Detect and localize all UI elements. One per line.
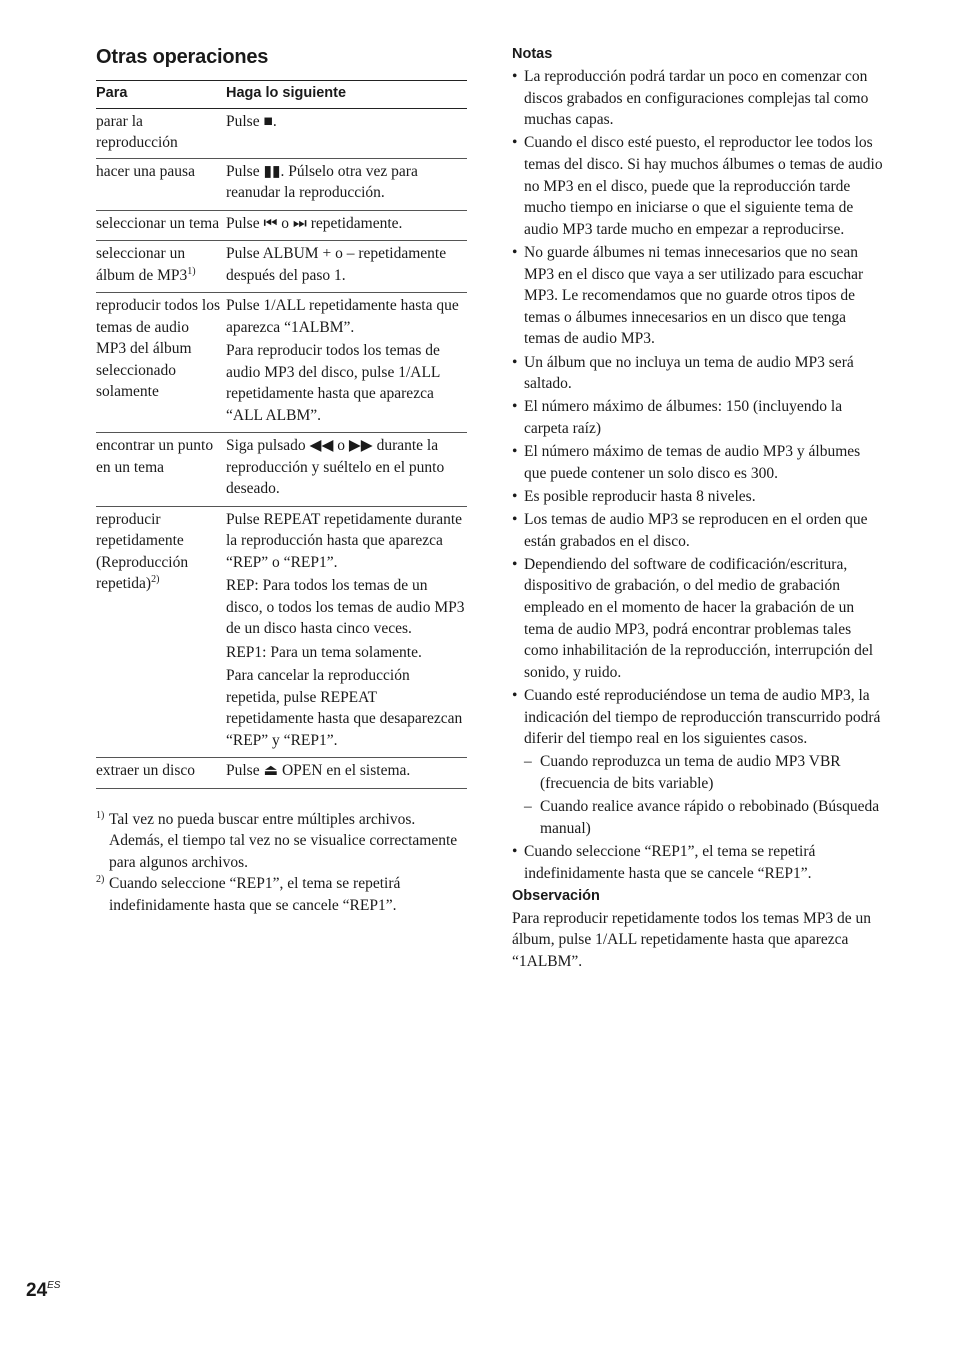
table-row [96, 158, 467, 210]
row-instruction: Para reproducir todos los temas de audio MP3 del disco, pulse 1/ALL repetidamente hasta que aparezca “ALL ALBM”. [226, 342, 440, 424]
page-language: ES [47, 1280, 61, 1291]
row-para: encontrar un punto en un tema [96, 433, 226, 507]
sublist-item: – Cuando realice avance rápido o rebobinado (Búsqueda manual) [524, 796, 884, 839]
table-row [96, 241, 467, 293]
list-item: • No guarde álbumes ni temas innecesarios que no sean MP3 en el disco que vaya a ser utilizado para escuchar MP3. Le recomendamos que no guarde otros tipos de temas o álbumes innecesarios en un disco que tenga temas de audio MP3. [512, 242, 884, 350]
right-column [512, 44, 884, 972]
row-para-text: reproducir repetidamente (Reproducción repetida) [96, 510, 189, 592]
list-item: • Los temas de audio MP3 se reproducen en el orden que están grabados en el disco. [512, 509, 884, 552]
row-instruction: Pulse ⏮ o ⏭ repetidamente. [226, 214, 403, 232]
row-instruction: REP1: Para un tema solamente. [226, 643, 422, 661]
table-row [96, 210, 467, 241]
footnotes [96, 809, 467, 917]
row-para: seleccionar un tema [96, 210, 226, 241]
observacion-title: Observación [512, 887, 600, 904]
table-row [96, 433, 467, 507]
footnote-mark: 2) [96, 874, 105, 885]
row-instruction: REP: Para todos los temas de un disco, o todos los temas de audio MP3 de un disco hasta cinco veces. [226, 577, 465, 637]
row-para: reproducir todos los temas de audio MP3 del álbum seleccionado solamente [96, 293, 226, 433]
row-instruction: Pulse ALBUM + o – repetidamente después del paso 1. [226, 245, 447, 284]
header-haga: Haga lo siguiente [226, 81, 467, 109]
list-item: • La reproducción podrá tardar un poco en comenzar con discos grabados en configuraciones complejas tal como muchas capas. [512, 66, 884, 131]
observacion-text: Para reproducir repetidamente todos los temas MP3 de un álbum, pulse 1/ALL repetidamente hasta que aparezca “1ALBM”. [512, 909, 871, 970]
row-instruction: Pulse ▮▮. Púlselo otra vez para reanudar la reproducción. [226, 162, 418, 201]
row-para-text: seleccionar un álbum de MP3 [96, 245, 188, 284]
row-haga [226, 293, 467, 433]
list-item-text: Cuando esté reproduciéndose un tema de audio MP3, la indicación del tiempo de reproducción transcurrido podrá diferir del tiempo real en los siguientes casos. [524, 686, 881, 748]
header-para: Para [96, 81, 226, 109]
left-column [96, 44, 467, 916]
footnote-ref: 2) [151, 574, 160, 585]
list-item: • El número máximo de álbumes: 150 (incluyendo la carpeta raíz) [512, 396, 884, 439]
row-haga [226, 210, 467, 241]
footnote-text: Cuando seleccione “REP1”, el tema se repetirá indefinidamente hasta que se cancele “REP1”. [109, 875, 401, 914]
footnote-text: Tal vez no pueda buscar entre múltiples archivos. Además, el tiempo tal vez no se visualice correctamente para algunos archivos. [109, 810, 458, 871]
footnote [96, 809, 467, 874]
sublist-item: – Cuando reproduzca un tema de audio MP3 VBR (frecuencia de bits variable) [524, 751, 884, 794]
list-item: • Es posible reproducir hasta 8 niveles. [512, 486, 884, 508]
row-instruction: Pulse ⏏ OPEN en el sistema. [226, 762, 411, 779]
operations-table [96, 80, 467, 789]
row-para: hacer una pausa [96, 158, 226, 210]
section-title: Otras operaciones [96, 46, 269, 68]
notas-title: Notas [512, 46, 553, 62]
page-number-value: 24 [26, 1280, 48, 1301]
row-haga [226, 758, 467, 789]
footnote-ref: 1) [187, 265, 196, 277]
row-para [96, 506, 226, 758]
row-haga [226, 506, 467, 758]
notas-sublist [524, 751, 884, 839]
list-item: • El número máximo de temas de audio MP3 y álbumes que puede contener un solo disco es 300. [512, 441, 884, 484]
page-number [26, 1280, 60, 1302]
row-instruction: Pulse 1/ALL repetidamente hasta que aparezca “1ALBM”. [226, 297, 459, 336]
row-instruction: Pulse REPEAT repetidamente durante la reproducción hasta que aparezca “REP” o “REP1”. [226, 510, 463, 571]
table-row [96, 293, 467, 433]
list-item [512, 685, 884, 839]
row-haga [226, 241, 467, 293]
row-para: parar la reproducción [96, 108, 226, 158]
list-item: • Cuando el disco esté puesto, el reproductor lee todos los temas del disco. Si hay muchos álbumes o temas de audio no MP3 en el disco, puede que la reproducción tarde mucho tiempo en iniciarse o que el siguiente tema de audio MP3 tarde mucho en empezar a reproducirse. [512, 132, 884, 240]
row-haga [226, 108, 467, 158]
row-instruction: Pulse ■. [226, 112, 277, 130]
row-haga [226, 433, 467, 507]
table-row [96, 506, 467, 758]
row-instruction: Siga pulsado ◀◀ o ▶▶ durante la reproducción y suéltelo en el punto deseado. [226, 437, 445, 497]
row-para [96, 241, 226, 293]
list-item: • Dependiendo del software de codificación/escritura, dispositivo de grabación, o del medio de grabación empleado en el momento de hacer la grabación de un tema de audio MP3, podrá encontrar problemas tales como inhabilitación de la reproducción, interrupción del sonido, y ruido. [512, 554, 884, 684]
table-row [96, 758, 467, 789]
row-instruction: Para cancelar la reproducción repetida, pulse REPEAT repetidamente hasta que desaparezcan “REP” y “REP1”. [226, 667, 463, 749]
notas-list [512, 66, 884, 884]
footnote [96, 873, 467, 916]
list-item: • Cuando seleccione “REP1”, el tema se repetirá indefinidamente hasta que se cancele “REP1”. [512, 841, 884, 884]
row-haga [226, 158, 467, 210]
list-item: • Un álbum que no incluya un tema de audio MP3 será saltado. [512, 352, 884, 395]
table-header-row [96, 81, 467, 109]
footnote-mark: 1) [96, 809, 105, 821]
table-row [96, 108, 467, 158]
row-para: extraer un disco [96, 758, 226, 789]
